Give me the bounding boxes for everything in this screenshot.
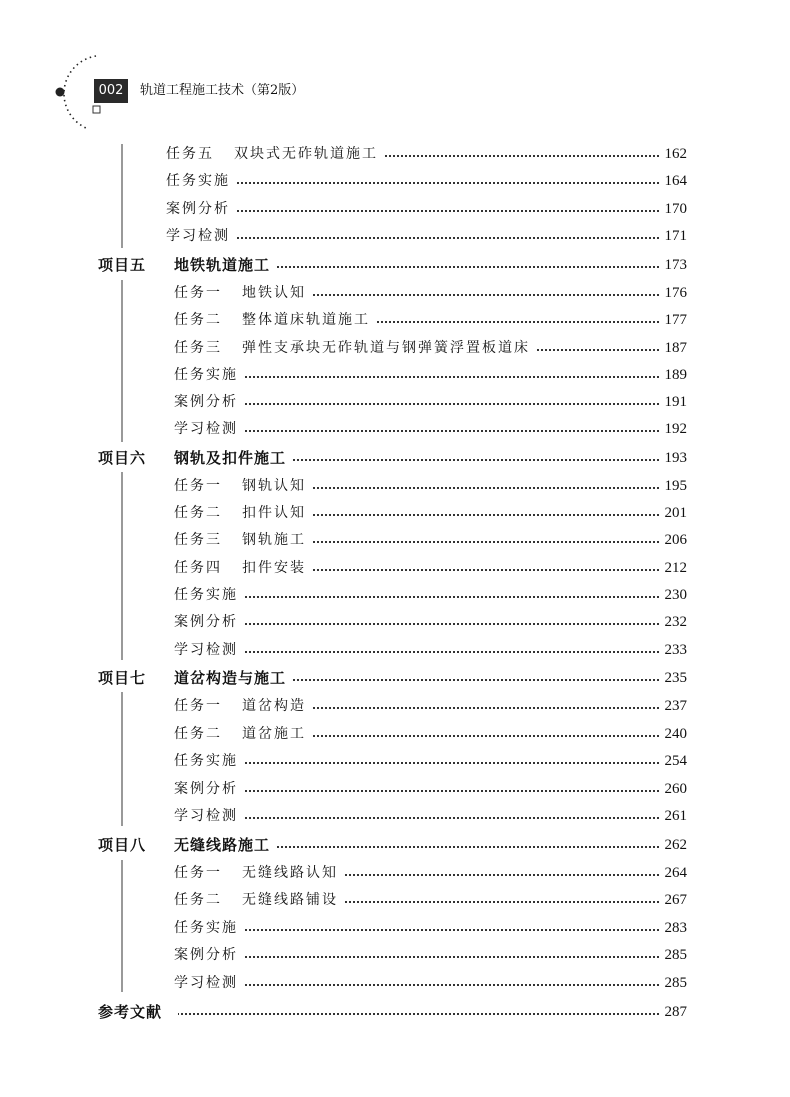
project-title: 无缝线路施工 (174, 836, 271, 854)
page-number: 002 (94, 79, 128, 103)
toc-entry[interactable] (0, 721, 790, 748)
leader-dots (100, 1013, 659, 1015)
toc-entry[interactable] (0, 168, 790, 195)
entry-label: 任务四 (174, 560, 222, 576)
project-title: 钢轨及扣件施工 (174, 449, 287, 467)
page-ref: 254 (659, 750, 688, 772)
entry-label: 任务二 (174, 892, 222, 908)
page-ref: 232 (659, 611, 688, 633)
entry-title: 弹性支承块无砟轨道与钢弹簧浮置板道床 (242, 340, 530, 356)
page-ref: 235 (659, 667, 688, 689)
entry-label: 任务三 (174, 532, 222, 548)
project-label: 参考文献 (98, 1003, 163, 1021)
leader-dots (176, 430, 659, 432)
entry-label: 案例分析 (174, 947, 238, 963)
entry-label: 任务实施 (174, 367, 238, 383)
toc-entry[interactable] (0, 335, 790, 362)
page-ref: 212 (659, 557, 688, 579)
toc-entry[interactable] (0, 609, 790, 636)
toc-entry[interactable] (0, 776, 790, 803)
page-ref: 187 (659, 337, 688, 359)
entry-title: 钢轨认知 (242, 478, 306, 494)
page-ref: 264 (659, 862, 688, 884)
entry-title: 无缝线路铺设 (242, 892, 338, 908)
project-label: 项目五 (98, 256, 147, 274)
entry-label: 任务一 (174, 698, 222, 714)
toc-entry[interactable] (0, 473, 790, 500)
toc-project-entry[interactable] (0, 832, 790, 859)
entry-label: 学习检测 (174, 808, 238, 824)
page-ref: 285 (659, 972, 688, 994)
toc-entry[interactable] (0, 141, 790, 168)
leader-dots (168, 182, 659, 184)
page-ref: 206 (659, 529, 688, 551)
entry-title: 地铁认知 (242, 285, 306, 301)
entry-label: 任务实施 (174, 753, 238, 769)
project-title: 地铁轨道施工 (174, 256, 271, 274)
leader-dots (168, 237, 659, 239)
toc-entry[interactable] (0, 280, 790, 307)
toc-entry[interactable] (0, 637, 790, 664)
leader-dots (176, 403, 659, 405)
entry-label: 任务二 (174, 726, 222, 742)
page-ref: 173 (659, 254, 688, 276)
page-ref: 171 (659, 225, 688, 247)
entry-label: 学习检测 (174, 642, 238, 658)
page-ref: 267 (659, 889, 688, 911)
toc-project-entry[interactable] (0, 999, 790, 1026)
entry-label: 任务三 (174, 340, 222, 356)
entry-label: 任务一 (174, 865, 222, 881)
entry-title: 无缝线路认知 (242, 865, 338, 881)
toc-entry[interactable] (0, 500, 790, 527)
entry-title: 道岔施工 (242, 726, 306, 742)
page-ref: 192 (659, 418, 688, 440)
leader-dots (176, 817, 659, 819)
project-label: 项目七 (98, 669, 147, 687)
entry-label: 学习检测 (166, 228, 230, 244)
toc-project-entry[interactable] (0, 665, 790, 692)
page-ref: 170 (659, 198, 688, 220)
page-ref: 191 (659, 391, 688, 413)
page-ref: 260 (659, 778, 688, 800)
page-ref: 240 (659, 723, 688, 745)
toc-entry[interactable] (0, 970, 790, 997)
toc-entry[interactable] (0, 693, 790, 720)
entry-title: 双块式无砟轨道施工 (234, 146, 378, 162)
entry-label: 学习检测 (174, 975, 238, 991)
entry-label: 任务二 (174, 312, 222, 328)
entry-label: 任务一 (174, 285, 222, 301)
entry-label: 案例分析 (174, 614, 238, 630)
leader-dots (176, 596, 659, 598)
leader-dots (176, 376, 659, 378)
leader-dots (168, 210, 659, 212)
entry-label: 任务实施 (166, 173, 230, 189)
entry-title: 道岔构造 (242, 698, 306, 714)
toc-entry[interactable] (0, 942, 790, 969)
page-ref: 230 (659, 584, 688, 606)
page-ref: 287 (659, 1001, 688, 1023)
entry-title: 扣件安装 (242, 560, 306, 576)
page-ref: 233 (659, 639, 688, 661)
page-ref: 177 (659, 309, 688, 331)
toc-entry[interactable] (0, 582, 790, 609)
leader-dots (176, 790, 659, 792)
toc-project-entry[interactable] (0, 445, 790, 472)
toc-entry[interactable] (0, 196, 790, 223)
leader-dots (176, 762, 659, 764)
toc-entry[interactable] (0, 527, 790, 554)
page-ref: 261 (659, 805, 688, 827)
entry-label: 案例分析 (174, 394, 238, 410)
toc-entry[interactable] (0, 223, 790, 250)
page-ref: 262 (659, 834, 688, 856)
leader-dots (176, 984, 659, 986)
entry-label: 任务五 (166, 146, 214, 162)
toc-entry[interactable] (0, 803, 790, 830)
entry-label: 任务实施 (174, 920, 238, 936)
entry-title: 扣件认知 (242, 505, 306, 521)
toc-entry[interactable] (0, 362, 790, 389)
page-ref: 195 (659, 475, 688, 497)
toc-entry[interactable] (0, 748, 790, 775)
toc-entry[interactable] (0, 416, 790, 443)
entry-title: 整体道床轨道施工 (242, 312, 370, 328)
leader-dots (176, 651, 659, 653)
entry-label: 学习检测 (174, 421, 238, 437)
project-label: 项目六 (98, 449, 147, 467)
leader-dots (176, 956, 659, 958)
page-ref: 189 (659, 364, 688, 386)
leader-dots (176, 929, 659, 931)
page-ref: 176 (659, 282, 688, 304)
page-ref: 283 (659, 917, 688, 939)
toc-project-entry[interactable] (0, 252, 790, 279)
entry-title: 钢轨施工 (242, 532, 306, 548)
page-ref: 164 (659, 170, 688, 192)
page-ref: 285 (659, 944, 688, 966)
entry-label: 任务一 (174, 478, 222, 494)
page-ref: 193 (659, 447, 688, 469)
page-ref: 237 (659, 695, 688, 717)
toc-entry[interactable] (0, 915, 790, 942)
toc-entry[interactable] (0, 887, 790, 914)
toc-entry[interactable] (0, 389, 790, 416)
project-label: 项目八 (98, 836, 147, 854)
book-title: 轨道工程施工技术（第2版） (140, 83, 305, 98)
entry-label: 任务二 (174, 505, 222, 521)
entry-label: 案例分析 (174, 781, 238, 797)
entry-label: 案例分析 (166, 201, 230, 217)
page-ref: 201 (659, 502, 688, 524)
page-ref: 162 (659, 143, 688, 165)
leader-dots (176, 623, 659, 625)
toc-entry[interactable] (0, 860, 790, 887)
entry-label: 任务实施 (174, 587, 238, 603)
toc-entry[interactable] (0, 555, 790, 582)
project-title: 道岔构造与施工 (174, 669, 287, 687)
toc-entry[interactable] (0, 307, 790, 334)
